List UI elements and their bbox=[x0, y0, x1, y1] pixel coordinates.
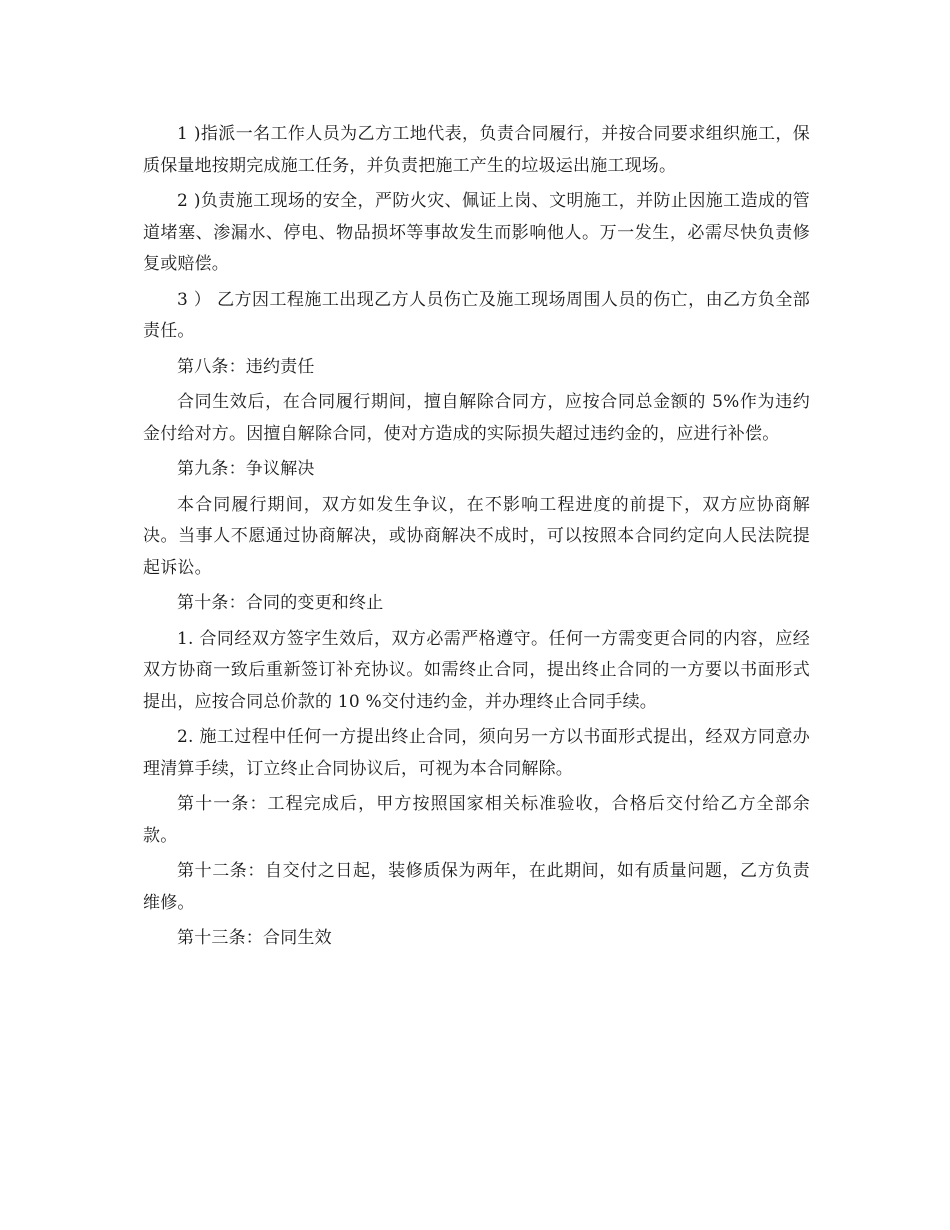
clause-item-1: 1 )指派一名工作人员为乙方工地代表，负责合同履行，并按合同要求组织施工，保质保量地按期完成施工任务，并负责把施工产生的垃圾运出施工现场。 bbox=[143, 124, 810, 176]
article-10-item-1: 1. 合同经双方签字生效后，双方必需严格遵守。任何一方需变更合同的内容，应经双方协商一致后重新签订补充协议。如需终止合同，提出终止合同的一方要以书面形式提出，应按合同总价款的 10 %交付违约金，并办理终止合同手续。 bbox=[143, 628, 810, 712]
article-8-body: 合同生效后，在合同履行期间，擅自解除合同方，应按合同总金额的 5%作为违约金付给对方。因擅自解除合同，使对方造成的实际损失超过违约金的，应进行补偿。 bbox=[143, 392, 810, 444]
article-8-heading: 第八条：违约责任 bbox=[177, 356, 315, 377]
clause-item-3: 3 ） 乙方因工程施工出现乙方人员伤亡及施工现场周围人员的伤亡，由乙方负全部责任。 bbox=[143, 289, 810, 341]
article-13-heading: 第十三条：合同生效 bbox=[177, 928, 332, 948]
clause-item-2: 2 )负责施工现场的安全，严防火灾、佩证上岗、文明施工，并防止因施工造成的管道堵塞、渗漏水、停电、物品损坏等事故发生而影响他人。万一发生，必需尽快负责修复或赔偿。 bbox=[143, 191, 810, 274]
article-9-heading: 第九条：争议解决 bbox=[177, 459, 315, 479]
article-12: 第十二条：自交付之日起，装修质保为两年，在此期间，如有质量问题，乙方负责维修。 bbox=[143, 861, 810, 913]
article-10-item-2: 2. 施工过程中任何一方提出终止合同，须向另一方以书面形式提出，经双方同意办理清算手续，订立终止合同协议后，可视为本合同解除。 bbox=[143, 727, 810, 779]
article-11: 第十一条：工程完成后，甲方按照国家相关标准验收，合格后交付给乙方全部余款。 bbox=[143, 794, 810, 846]
article-10-heading: 第十条：合同的变更和终止 bbox=[177, 593, 384, 613]
article-9-body: 本合同履行期间，双方如发生争议，在不影响工程进度的前提下，双方应协商解决。当事人不愿通过协商解决，或协商解决不成时，可以按照本合同约定向人民法院提起诉讼。 bbox=[143, 494, 810, 578]
